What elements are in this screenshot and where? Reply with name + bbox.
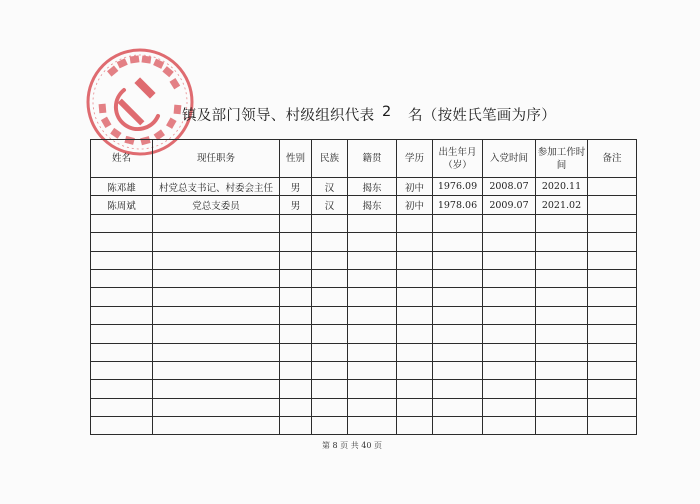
empty-cell	[153, 325, 280, 343]
table-row	[91, 196, 637, 214]
empty-cell	[348, 269, 397, 287]
empty-cell	[280, 343, 312, 361]
table-row-empty	[91, 343, 637, 361]
table-row-empty	[91, 251, 637, 269]
empty-cell	[312, 380, 348, 398]
empty-cell	[348, 343, 397, 361]
empty-cell	[348, 325, 397, 343]
cell-gender: 男	[280, 178, 312, 196]
empty-cell	[433, 398, 483, 416]
cell-ethnicity: 汉	[312, 196, 348, 214]
cell-birth-date: 1976.09	[433, 178, 483, 196]
empty-cell	[91, 269, 153, 287]
empty-cell	[348, 251, 397, 269]
empty-cell	[348, 233, 397, 251]
empty-cell	[588, 325, 637, 343]
empty-cell	[483, 251, 536, 269]
empty-cell	[483, 288, 536, 306]
empty-cell	[433, 380, 483, 398]
cell-position: 村党总支书记、村委会主任	[153, 178, 280, 196]
empty-cell	[588, 417, 637, 435]
empty-cell	[91, 380, 153, 398]
empty-cell	[588, 251, 637, 269]
empty-cell	[397, 251, 433, 269]
empty-cell	[280, 251, 312, 269]
table-header-row	[91, 140, 637, 178]
cell-native-place: 揭东	[348, 178, 397, 196]
header-name: 姓名	[91, 140, 153, 178]
empty-cell	[588, 214, 637, 232]
empty-cell	[312, 398, 348, 416]
empty-cell	[483, 361, 536, 379]
empty-cell	[91, 325, 153, 343]
empty-cell	[348, 398, 397, 416]
empty-cell	[280, 380, 312, 398]
empty-cell	[397, 417, 433, 435]
empty-cell	[588, 306, 637, 324]
empty-cell	[433, 361, 483, 379]
empty-cell	[588, 269, 637, 287]
cell-remarks	[588, 178, 637, 196]
empty-cell	[312, 306, 348, 324]
empty-cell	[312, 269, 348, 287]
empty-cell	[483, 214, 536, 232]
empty-cell	[91, 251, 153, 269]
empty-cell	[397, 269, 433, 287]
empty-cell	[312, 417, 348, 435]
title-prefix: 镇及部门领导、村级组织代表	[182, 108, 375, 124]
empty-cell	[483, 325, 536, 343]
empty-cell	[397, 380, 433, 398]
empty-cell	[153, 380, 280, 398]
cell-education: 初中	[397, 196, 433, 214]
empty-cell	[280, 361, 312, 379]
empty-cell	[312, 343, 348, 361]
roster-table	[90, 139, 637, 435]
table-row-empty	[91, 417, 637, 435]
empty-cell	[153, 233, 280, 251]
empty-cell	[433, 251, 483, 269]
empty-cell	[348, 214, 397, 232]
empty-cell	[483, 306, 536, 324]
empty-cell	[536, 214, 588, 232]
cell-native-place: 揭东	[348, 196, 397, 214]
table-row	[91, 178, 637, 196]
empty-cell	[153, 288, 280, 306]
empty-cell	[397, 288, 433, 306]
cell-name: 陈邓雄	[91, 178, 153, 196]
empty-cell	[397, 361, 433, 379]
empty-cell	[153, 306, 280, 324]
empty-cell	[483, 398, 536, 416]
header-gender: 性别	[280, 140, 312, 178]
empty-cell	[536, 306, 588, 324]
empty-cell	[397, 398, 433, 416]
empty-cell	[433, 306, 483, 324]
empty-cell	[312, 251, 348, 269]
empty-cell	[91, 398, 153, 416]
empty-cell	[397, 233, 433, 251]
page-number-footer: 第 8 页 共 40 页	[322, 441, 382, 450]
header-education: 学历	[397, 140, 433, 178]
table-row-empty	[91, 325, 637, 343]
empty-cell	[91, 361, 153, 379]
table-row-empty	[91, 269, 637, 287]
title-suffix: 名（按姓氏笔画为序）	[408, 108, 556, 124]
empty-cell	[312, 325, 348, 343]
empty-cell	[348, 417, 397, 435]
table-row-empty	[91, 288, 637, 306]
empty-cell	[588, 288, 637, 306]
empty-cell	[536, 269, 588, 287]
empty-cell	[433, 269, 483, 287]
empty-cell	[397, 306, 433, 324]
empty-cell	[312, 233, 348, 251]
empty-cell	[588, 398, 637, 416]
cell-name: 陈周斌	[91, 196, 153, 214]
empty-cell	[153, 251, 280, 269]
empty-cell	[483, 269, 536, 287]
empty-cell	[280, 398, 312, 416]
empty-cell	[433, 214, 483, 232]
cell-work-start-date: 2020.11	[536, 178, 588, 196]
empty-cell	[433, 417, 483, 435]
empty-cell	[280, 417, 312, 435]
empty-cell	[348, 306, 397, 324]
table-row-empty	[91, 361, 637, 379]
table-row-empty	[91, 398, 637, 416]
cell-ethnicity: 汉	[312, 178, 348, 196]
empty-cell	[536, 343, 588, 361]
cell-party-join-date: 2009.07	[483, 196, 536, 214]
cell-education: 初中	[397, 178, 433, 196]
empty-cell	[348, 288, 397, 306]
empty-cell	[433, 325, 483, 343]
empty-cell	[588, 380, 637, 398]
empty-cell	[91, 214, 153, 232]
cell-remarks	[588, 196, 637, 214]
empty-cell	[483, 417, 536, 435]
empty-cell	[433, 233, 483, 251]
empty-cell	[483, 380, 536, 398]
table-row-empty	[91, 380, 637, 398]
header-party-join-date: 入党时间	[483, 140, 536, 178]
empty-cell	[280, 325, 312, 343]
empty-cell	[536, 361, 588, 379]
empty-cell	[153, 361, 280, 379]
empty-cell	[397, 214, 433, 232]
empty-cell	[280, 233, 312, 251]
table-row-empty	[91, 233, 637, 251]
header-ethnicity: 民族	[312, 140, 348, 178]
header-remarks: 备注	[588, 140, 637, 178]
empty-cell	[153, 417, 280, 435]
empty-cell	[312, 288, 348, 306]
empty-cell	[280, 214, 312, 232]
empty-cell	[153, 343, 280, 361]
empty-cell	[536, 417, 588, 435]
empty-cell	[312, 361, 348, 379]
empty-cell	[483, 233, 536, 251]
empty-cell	[536, 251, 588, 269]
empty-cell	[348, 380, 397, 398]
empty-cell	[91, 233, 153, 251]
empty-cell	[348, 361, 397, 379]
header-native-place: 籍贯	[348, 140, 397, 178]
cell-party-join-date: 2008.07	[483, 178, 536, 196]
empty-cell	[280, 269, 312, 287]
cell-work-start-date: 2021.02	[536, 196, 588, 214]
empty-cell	[91, 417, 153, 435]
header-work-start-date: 参加工作时间	[536, 140, 588, 178]
empty-cell	[91, 288, 153, 306]
empty-cell	[536, 288, 588, 306]
empty-cell	[153, 269, 280, 287]
empty-cell	[433, 343, 483, 361]
empty-cell	[397, 325, 433, 343]
empty-cell	[536, 325, 588, 343]
table-row-empty	[91, 306, 637, 324]
cell-gender: 男	[280, 196, 312, 214]
empty-cell	[433, 288, 483, 306]
header-birth-date: 出生年月（岁）	[433, 140, 483, 178]
title-count: 2	[382, 104, 392, 120]
empty-cell	[280, 306, 312, 324]
empty-cell	[536, 380, 588, 398]
empty-cell	[397, 343, 433, 361]
empty-cell	[91, 306, 153, 324]
empty-cell	[312, 214, 348, 232]
empty-cell	[280, 288, 312, 306]
empty-cell	[588, 343, 637, 361]
empty-cell	[536, 233, 588, 251]
empty-cell	[483, 343, 536, 361]
empty-cell	[588, 361, 637, 379]
empty-cell	[536, 398, 588, 416]
empty-cell	[91, 343, 153, 361]
empty-cell	[153, 214, 280, 232]
empty-cell	[153, 398, 280, 416]
header-position: 现任职务	[153, 140, 280, 178]
table-row-empty	[91, 214, 637, 232]
cell-birth-date: 1978.06	[433, 196, 483, 214]
empty-cell	[588, 233, 637, 251]
cell-position: 党总支委员	[153, 196, 280, 214]
